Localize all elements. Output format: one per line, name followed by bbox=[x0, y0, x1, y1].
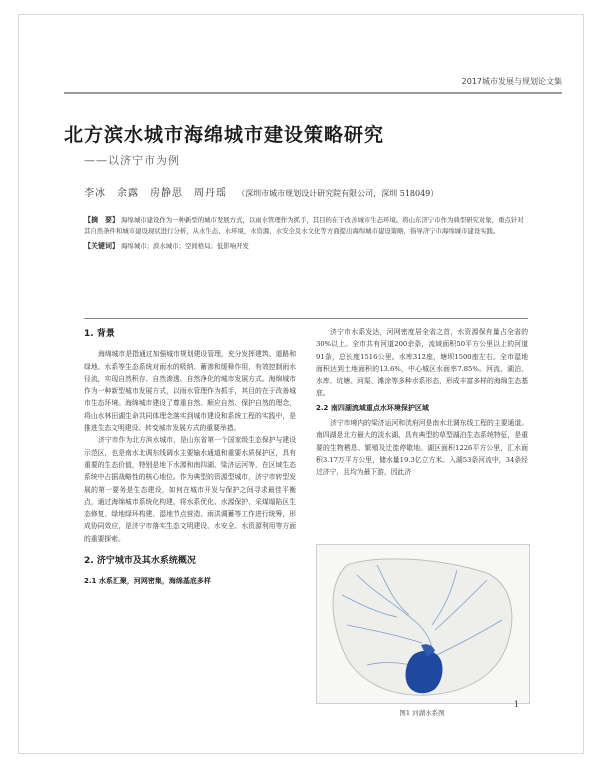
abstract-text: 海绵城市建设作为一种新型的城市发展方式，以雨水管理作为抓手，其目的在于改善城市生态环境。将山东济宁市作为典型研究对象，重点针对其自然条件和城市建设现状进行分析，从水生态、水环境、水资源、水安全及水文化等方面提出海绵城市建设策略，指导济宁市海绵城市建设实践。 bbox=[84, 216, 524, 236]
section-heading-background: 1. 背景 bbox=[84, 329, 115, 339]
author-names: 李冰 余露 房静思 周丹瑶 bbox=[84, 188, 227, 199]
paragraph: 济宁市作为北方滨水城市，是山东省第一个国家级生态保护与建设示范区，也是南水北调东线调水主要输水通道和重要水质保护区，具有重要的生态价值，特别是地下水源和南四湖、梁济运河等，在区域生态系统中占据战略性的核心地位。作为典型的资源型城市，济宁市转型发展的第一要务是生态建设，如何在城市开发与保护之间寻求最佳平衡点，通过海绵城市系统化构建，将水系优化、水源保护、采煤塌陷区生态修复、绿地绿环构建、湿地节点营造、雨洪调蓄等工作进行统筹，形成协同效应，是济宁市落实生态文明建设、水安全、水资源利用等方面的重要探索。 bbox=[84, 436, 296, 543]
figure-river-map bbox=[316, 544, 530, 704]
paragraph: 济宁市境内的梁济运河和洸府河是南水北调东线工程的主要通道。南四湖是北方最大的淡水湖，具有典型的草型湖泊生态系统特征，是重要的生物栖息、繁殖及迁徙停歇地。湖区面积1226平方公里，汇水面积3.17万平方公里，储水量19.3亿立方米。入湖53条河流中，34条经过济宁，且均为最下游，因此济 bbox=[316, 419, 528, 477]
right-column bbox=[316, 326, 528, 546]
paper-subtitle: ——以济宁市为例 bbox=[84, 154, 180, 167]
abstract bbox=[84, 214, 528, 238]
author-affiliation: （深圳市城市规划设计研究院有限公司，深圳 518049） bbox=[237, 189, 439, 198]
figure-caption: 图1 河湖水系图 bbox=[399, 709, 445, 717]
section-divider bbox=[84, 318, 528, 319]
abstract-block bbox=[84, 214, 528, 252]
running-header: 2017城市发展与规划论文集 bbox=[64, 76, 562, 94]
subsection-heading-2-2: 2.2 南四湖流域重点水环境保护区域 bbox=[316, 403, 429, 412]
section-heading-overview: 2. 济宁城市及其水系统概况 bbox=[84, 556, 196, 567]
keywords-text: 海绵城市；滨水城市；空间格局；低影响开发 bbox=[121, 241, 249, 250]
subsection-heading-2-1: 2.1 水系汇聚，河网密集，海绵基底多样 bbox=[84, 577, 211, 586]
keywords bbox=[84, 240, 528, 252]
page-number: 1 bbox=[514, 700, 520, 709]
author-line bbox=[84, 184, 544, 199]
left-column bbox=[84, 326, 296, 721]
river-network-map bbox=[317, 545, 529, 703]
keywords-label: 【关键词】 bbox=[84, 240, 119, 250]
paragraph: 济宁市水系发达，河网密度居全省之首，水资源保有量占全省的30%以上。全市共有河道200余条，流域面积50平方公里以上的河道91条，总长度1516公里。水库312座，塘坝1500座左右。全市湿地面积达到土地面积的13.6%，中心城区水面率7.85%。河流、湖泊、水库、坑塘、河渠、滩涂等多种水系形态，形成丰富多样的海绵生态基底。 bbox=[316, 328, 528, 398]
paragraph: 海绵城市是指通过加强城市规划建设管理，充分发挥建筑、道路和绿地、水系等生态系统对雨水的吸纳、蓄渗和缓释作用，有效控制雨水径流，实现自然积存、自然渗透、自然净化的城市发展方式。海绵城市作为一种新型城市发展方式，以雨水管理作为抓手，其目的在于改善城市生态环境。海绵城市建设了尊重自然、顺应自然、保护自然的理念，将山水林田湖生命共同体理念落实到城市建设和系统工程的实践中，是推进生态文明建设、转变城市发展方式的重要举措。 bbox=[84, 350, 296, 433]
abstract-label: 【摘 要】 bbox=[84, 215, 119, 224]
paper-title: 北方滨水城市海绵城市建设策略研究 bbox=[64, 124, 385, 146]
